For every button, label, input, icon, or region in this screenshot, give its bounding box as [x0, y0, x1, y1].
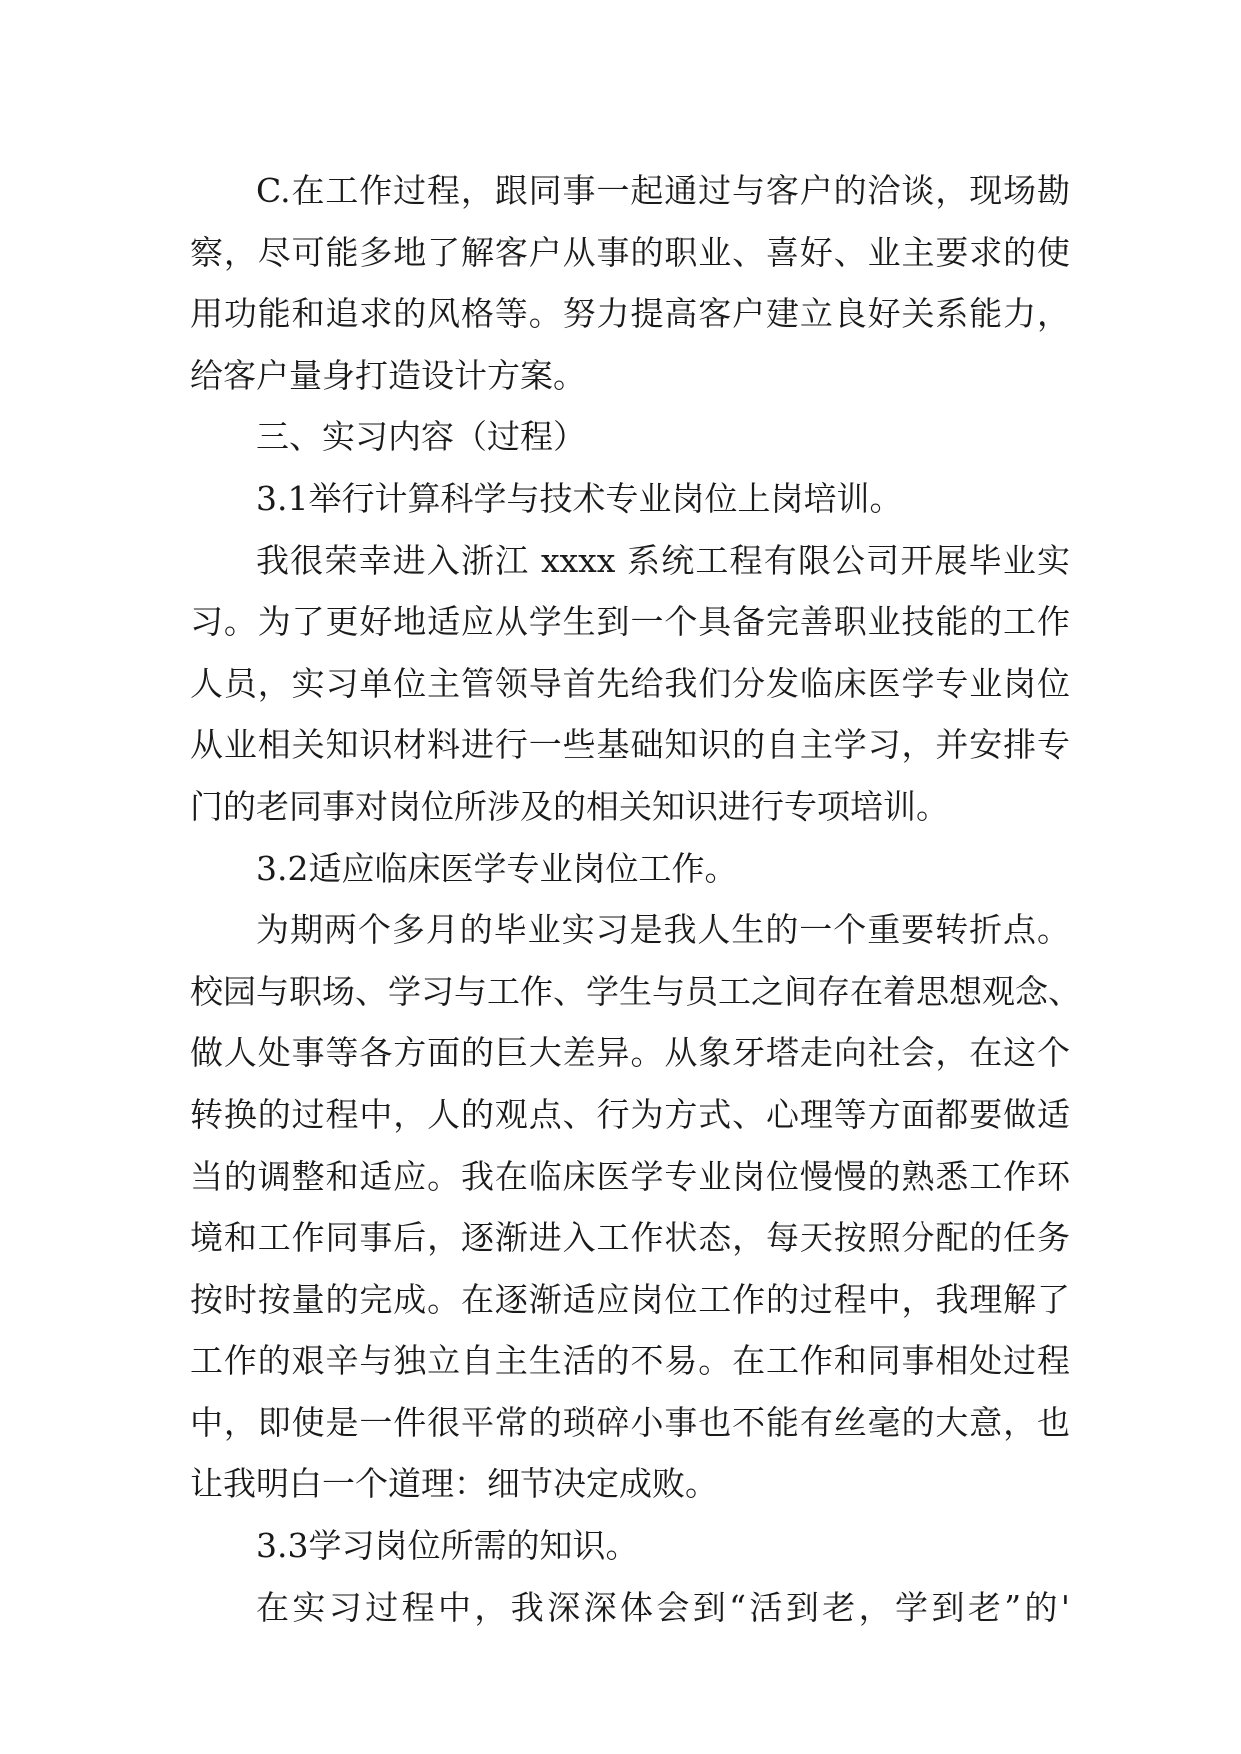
text-line: 转换的过程中，人的观点、行为方式、心理等方面都要做适: [190, 1094, 1070, 1134]
text-line: 给客户量身打造设计方案。: [190, 355, 586, 395]
text-line: 做人处事等各方面的巨大差异。从象牙塔走向社会，在这个: [190, 1033, 1070, 1073]
text-line: 从业相关知识材料进行一些基础知识的自主学习，并安排专: [190, 725, 1070, 765]
text-line: 当的调整和适应。我在临床医学专业岗位慢慢的熟悉工作环: [190, 1156, 1070, 1196]
text-line: 让我明白一个道理：细节决定成败。: [190, 1464, 718, 1504]
document-body: [190, 160, 1081, 1638]
text-line: 中，即使是一件很平常的琐碎小事也不能有丝毫的大意，也: [190, 1402, 1070, 1442]
text-line: 境和工作同事后，逐渐进入工作状态，每天按照分配的任务: [190, 1218, 1070, 1258]
text-line: 门的老同事对岗位所涉及的相关知识进行专项培训。: [190, 786, 949, 826]
text-line: 工作的艰辛与独立自主生活的不易。在工作和同事相处过程: [190, 1341, 1070, 1381]
text-line: 人员，实习单位主管领导首先给我们分发临床医学专业岗位: [190, 663, 1070, 703]
text-line: 3.1举行计算科学与技术专业岗位上岗培训。: [256, 478, 903, 518]
text-line: 在实习过程中，我深深体会到“活到老，学到老”的': [256, 1587, 1070, 1627]
text-line: 校园与职场、学习与工作、学生与员工之间存在着思想观念、: [190, 971, 1081, 1011]
text-line: 察，尽可能多地了解客户从事的职业、喜好、业主要求的使: [190, 232, 1070, 272]
text-line: 3.2适应临床医学专业岗位工作。: [256, 848, 738, 888]
text-line: 习。为了更好地适应从学生到一个具备完善职业技能的工作: [190, 602, 1070, 642]
text-line: 三、实习内容（过程）: [256, 417, 586, 457]
text-line: C.在工作过程，跟同事一起通过与客户的洽谈，现场勘: [256, 171, 1070, 210]
text-line: 3.3学习岗位所需的知识。: [256, 1526, 639, 1566]
text-line: 为期两个多月的毕业实习是我人生的一个重要转折点。: [256, 910, 1070, 950]
text-line: 我很荣幸进入浙江 xxxx 系统工程有限公司开展毕业实: [256, 540, 1070, 580]
text-line: 用功能和追求的风格等。努力提高客户建立良好关系能力，: [190, 294, 1070, 334]
text-line: 按时按量的完成。在逐渐适应岗位工作的过程中，我理解了: [190, 1279, 1070, 1319]
